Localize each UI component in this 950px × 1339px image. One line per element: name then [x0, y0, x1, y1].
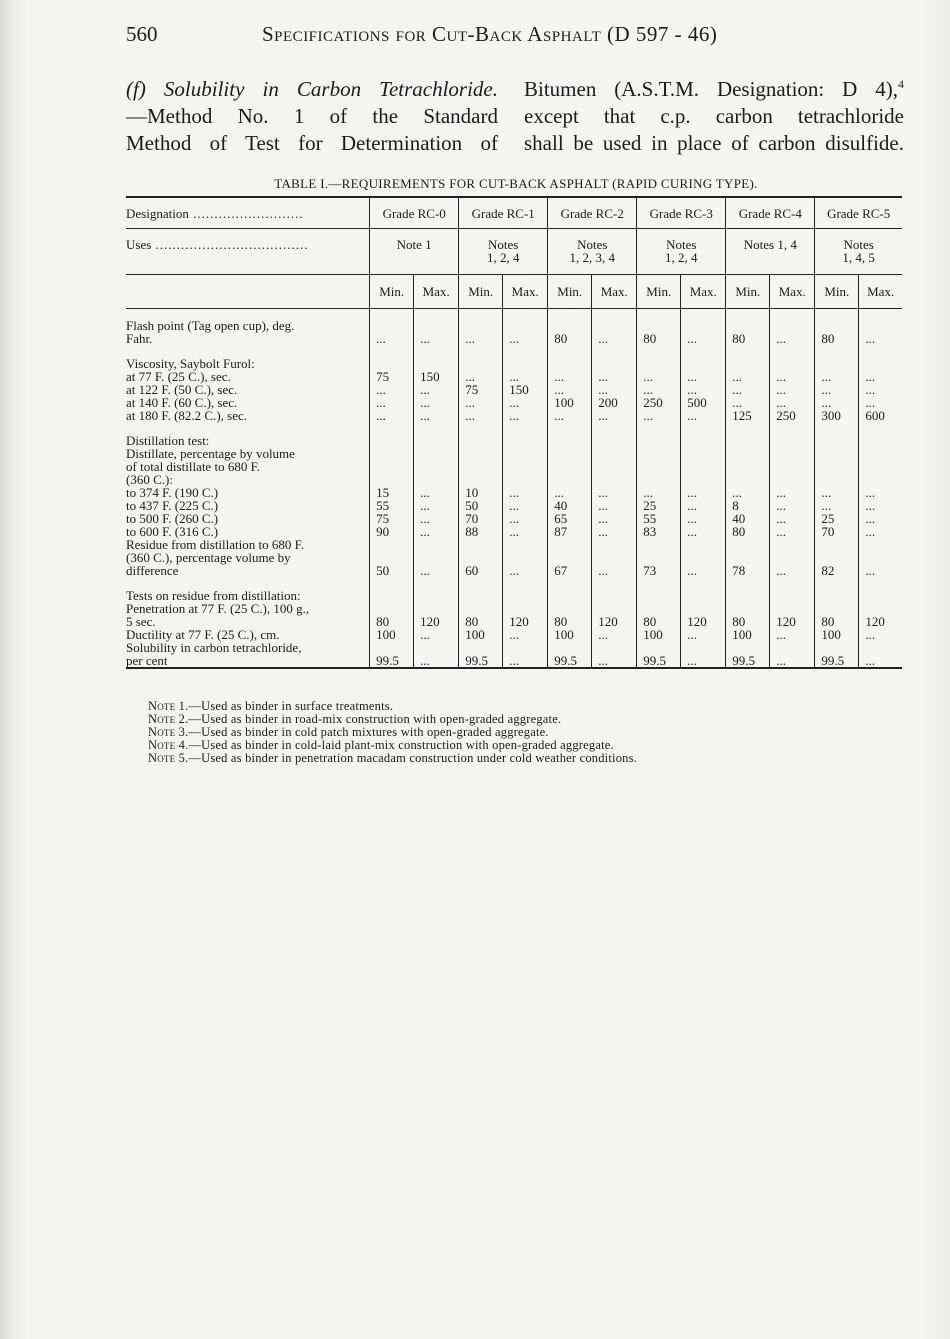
- running-title: Specifications for Cut-Back Asphalt (D 597 - 46): [262, 22, 718, 46]
- value-cell: ...: [592, 486, 637, 499]
- table-caption: TABLE I.—REQUIREMENTS FOR CUT-BACK ASPHALT (RAPID CURING TYPE).: [274, 176, 758, 191]
- blank-cell: [859, 345, 902, 370]
- blank-cell: [859, 577, 902, 602]
- blank-cell: [459, 422, 503, 486]
- value-cell: ...: [548, 383, 592, 396]
- blank-cell: [859, 422, 902, 486]
- value-cell: 600: [859, 409, 902, 422]
- value-cell: ...: [815, 370, 859, 383]
- value-cell: 150: [503, 383, 548, 396]
- value-cell: 90: [370, 525, 414, 538]
- value-cell: ...: [681, 383, 726, 396]
- value-cell: ...: [681, 499, 726, 512]
- blank-cell: [459, 345, 503, 370]
- blank-cell: [503, 345, 548, 370]
- table-notes: [148, 700, 637, 765]
- right-column: [524, 76, 904, 157]
- value-cell: 55: [637, 512, 681, 525]
- blank-cell: [592, 422, 637, 486]
- min-header: Min.: [637, 275, 681, 309]
- blank-cell: [815, 422, 859, 486]
- value-cell: 120: [414, 602, 459, 628]
- value-cell: ...: [592, 628, 637, 641]
- col1-line-1: (f) Solubility in Carbon Tetrachloride.: [126, 77, 498, 101]
- value-cell: ...: [859, 499, 902, 512]
- value-cell: 40: [548, 499, 592, 512]
- grade-header: Grade RC-1: [459, 197, 548, 229]
- value-cell: 40: [726, 512, 770, 525]
- value-cell: ...: [637, 486, 681, 499]
- value-cell: 100: [459, 628, 503, 641]
- value-cell: 99.5: [815, 641, 859, 668]
- value-cell: 70: [459, 512, 503, 525]
- value-cell: 15: [370, 486, 414, 499]
- value-cell: ...: [503, 409, 548, 422]
- value-cell: 80: [370, 602, 414, 628]
- blank-cell: [815, 345, 859, 370]
- blank-cell: [503, 577, 548, 602]
- value-cell: 120: [681, 602, 726, 628]
- value-cell: ...: [726, 396, 770, 409]
- blank-cell: [637, 345, 681, 370]
- value-cell: 120: [859, 602, 902, 628]
- note-key: Note 3.: [148, 725, 189, 739]
- blank-cell: [637, 577, 681, 602]
- value-cell: ...: [548, 370, 592, 383]
- value-cell: ...: [414, 396, 459, 409]
- value-cell: 88: [459, 525, 503, 538]
- row-label: Residue from distillation to 680 F. (360 C.), percentage volume by difference: [126, 537, 305, 578]
- value-cell: 25: [815, 512, 859, 525]
- note-text: —Used as binder in cold-laid plant-mix construction with open-graded aggregate.: [188, 738, 614, 752]
- value-cell: ...: [592, 409, 637, 422]
- value-cell: 100: [548, 396, 592, 409]
- value-cell: ...: [770, 396, 815, 409]
- row-label: at 77 F. (25 C.), sec.: [126, 369, 231, 384]
- value-cell: ...: [592, 499, 637, 512]
- value-cell: ...: [726, 486, 770, 499]
- value-cell: 99.5: [548, 641, 592, 668]
- value-cell: 500: [681, 396, 726, 409]
- value-cell: 120: [503, 602, 548, 628]
- value-cell: ...: [414, 309, 459, 346]
- value-cell: 250: [770, 409, 815, 422]
- min-header: Min.: [370, 275, 414, 309]
- value-cell: ...: [770, 641, 815, 668]
- value-cell: 80: [815, 602, 859, 628]
- blank-cell: [370, 345, 414, 370]
- row-label: Flash point (Tag open cup), deg. Fahr.: [126, 309, 370, 346]
- note-key: Note 4.: [148, 738, 189, 752]
- value-cell: 75: [370, 512, 414, 525]
- min-header: Min.: [726, 275, 770, 309]
- value-cell: 80: [548, 602, 592, 628]
- value-cell: ...: [859, 486, 902, 499]
- value-cell: ...: [859, 396, 902, 409]
- designation-label: [126, 197, 370, 229]
- note-key: Note 1.: [148, 699, 189, 713]
- row-label: Penetration at 77 F. (25 C.), 100 g., 5 sec.: [126, 601, 310, 629]
- uses-cell: Notes 1, 2, 3, 4: [548, 229, 637, 275]
- value-cell: ...: [681, 512, 726, 525]
- value-cell: ...: [414, 499, 459, 512]
- blank-cell: [637, 422, 681, 486]
- value-cell: ...: [592, 512, 637, 525]
- value-cell: 80: [548, 309, 592, 346]
- value-cell: ...: [859, 525, 902, 538]
- left-column: [126, 76, 498, 157]
- value-cell: ...: [548, 409, 592, 422]
- value-cell: 25: [637, 499, 681, 512]
- value-cell: 80: [726, 309, 770, 346]
- designation-row: [126, 197, 902, 229]
- value-cell: 8: [726, 499, 770, 512]
- value-cell: ...: [503, 525, 548, 538]
- value-cell: ...: [414, 525, 459, 538]
- table-row: [126, 538, 902, 577]
- value-cell: 80: [637, 602, 681, 628]
- value-cell: 120: [770, 602, 815, 628]
- row-label: to 374 F. (190 C.): [126, 485, 219, 500]
- uses-label: [126, 229, 370, 275]
- blank-cell: [548, 577, 592, 602]
- row-label: at 180 F. (82.2 C.), sec.: [126, 408, 247, 423]
- value-cell: 10: [459, 486, 503, 499]
- value-cell: ...: [681, 370, 726, 383]
- min-max-blank: [126, 275, 370, 309]
- blank-cell: [548, 345, 592, 370]
- max-header: Max.: [414, 275, 459, 309]
- value-cell: ...: [770, 309, 815, 346]
- value-cell: ...: [459, 396, 503, 409]
- grade-header: Grade RC-0: [370, 197, 459, 229]
- value-cell: 100: [637, 628, 681, 641]
- table-row: [126, 641, 902, 668]
- value-cell: 80: [459, 602, 503, 628]
- blank-cell: [815, 577, 859, 602]
- value-cell: 150: [414, 370, 459, 383]
- page-number: 560: [126, 22, 158, 46]
- value-cell: ...: [503, 396, 548, 409]
- max-header: Max.: [681, 275, 726, 309]
- value-cell: ...: [370, 409, 414, 422]
- blank-cell: [770, 345, 815, 370]
- section-heading-row: [126, 345, 902, 370]
- value-cell: ...: [370, 309, 414, 346]
- blank-cell: [770, 577, 815, 602]
- note-text: —Used as binder in cold patch mixtures with open-graded aggregate.: [188, 725, 549, 739]
- value-cell: 99.5: [726, 641, 770, 668]
- value-cell: 99.5: [370, 641, 414, 668]
- note-key: Note 2.: [148, 712, 189, 726]
- value-cell: ...: [770, 370, 815, 383]
- note-line: [148, 752, 637, 765]
- value-cell: ...: [637, 409, 681, 422]
- blank-cell: [681, 345, 726, 370]
- blank-cell: [548, 422, 592, 486]
- max-header: Max.: [859, 275, 902, 309]
- value-cell: ...: [637, 370, 681, 383]
- value-cell: ...: [859, 628, 902, 641]
- value-cell: 300: [815, 409, 859, 422]
- col1-line-2: —Method No. 1 of the Standard: [126, 104, 498, 128]
- row-label: to 600 F. (316 C.): [126, 524, 219, 539]
- value-cell: 78: [726, 538, 770, 577]
- value-cell: ...: [414, 486, 459, 499]
- value-cell: ...: [815, 383, 859, 396]
- value-cell: ...: [592, 525, 637, 538]
- min-header: Min.: [815, 275, 859, 309]
- row-label: Solubility in carbon tetrachloride, per cent: [126, 641, 370, 668]
- value-cell: ...: [414, 383, 459, 396]
- min-header: Min.: [459, 275, 503, 309]
- value-cell: 80: [726, 602, 770, 628]
- value-cell: ...: [770, 538, 815, 577]
- blank-cell: [370, 422, 414, 486]
- value-cell: ...: [592, 370, 637, 383]
- note-text: —Used as binder in road-mix construction with open-graded aggregate.: [188, 712, 562, 726]
- value-cell: 100: [815, 628, 859, 641]
- table-row: [126, 309, 902, 346]
- value-cell: ...: [770, 499, 815, 512]
- value-cell: 87: [548, 525, 592, 538]
- designation-label-text: Designation: [126, 206, 189, 221]
- value-cell: ...: [815, 486, 859, 499]
- value-cell: ...: [859, 538, 902, 577]
- uses-cell: Notes 1, 4: [726, 229, 815, 275]
- note-text: —Used as binder in penetration macadam construction under cold weather conditions.: [188, 751, 637, 765]
- blank-cell: [681, 577, 726, 602]
- value-cell: 100: [548, 628, 592, 641]
- value-cell: ...: [503, 538, 548, 577]
- footnote-ref: 4: [898, 77, 904, 91]
- grade-header: Grade RC-5: [815, 197, 902, 229]
- uses-cell: Notes 1, 2, 4: [459, 229, 548, 275]
- uses-label-text: Uses: [126, 237, 152, 252]
- value-cell: ...: [503, 512, 548, 525]
- value-cell: ...: [770, 383, 815, 396]
- max-header: Max.: [503, 275, 548, 309]
- value-cell: 50: [459, 499, 503, 512]
- value-cell: 80: [726, 525, 770, 538]
- value-cell: ...: [726, 383, 770, 396]
- value-cell: 250: [637, 396, 681, 409]
- value-cell: ...: [414, 538, 459, 577]
- value-cell: ...: [681, 486, 726, 499]
- note-key: Note 5.: [148, 751, 189, 765]
- value-cell: ...: [859, 641, 902, 668]
- blank-cell: [414, 345, 459, 370]
- value-cell: ...: [503, 370, 548, 383]
- blank-cell: [414, 422, 459, 486]
- value-cell: 65: [548, 512, 592, 525]
- value-cell: ...: [592, 309, 637, 346]
- value-cell: ...: [503, 309, 548, 346]
- value-cell: 70: [815, 525, 859, 538]
- grade-header: Grade RC-4: [726, 197, 815, 229]
- value-cell: ...: [726, 370, 770, 383]
- value-cell: ...: [770, 525, 815, 538]
- blank-cell: [459, 577, 503, 602]
- value-cell: ...: [770, 486, 815, 499]
- section-heading-row: [126, 422, 902, 486]
- table-row: [126, 602, 902, 628]
- value-cell: ...: [681, 525, 726, 538]
- value-cell: ...: [681, 628, 726, 641]
- value-cell: ...: [859, 309, 902, 346]
- value-cell: 200: [592, 396, 637, 409]
- value-cell: ...: [592, 641, 637, 668]
- value-cell: 100: [726, 628, 770, 641]
- value-cell: ...: [548, 486, 592, 499]
- row-label: Ductility at 77 F. (25 C.), cm.: [126, 627, 280, 642]
- value-cell: ...: [414, 512, 459, 525]
- uses-cell: Note 1: [370, 229, 459, 275]
- blank-cell: [726, 345, 770, 370]
- blank-cell: [726, 577, 770, 602]
- min-max-row: [126, 275, 902, 309]
- col2-line-2: except that c.p. carbon tetrachloride: [524, 104, 904, 128]
- value-cell: ...: [859, 383, 902, 396]
- value-cell: ...: [459, 370, 503, 383]
- value-cell: ...: [503, 628, 548, 641]
- value-cell: ...: [370, 396, 414, 409]
- value-cell: ...: [681, 409, 726, 422]
- value-cell: 80: [637, 309, 681, 346]
- value-cell: ...: [592, 538, 637, 577]
- value-cell: 120: [592, 602, 637, 628]
- leader-dots: ....................................: [151, 237, 309, 252]
- value-cell: ...: [370, 383, 414, 396]
- uses-row: [126, 229, 902, 275]
- max-header: Max.: [770, 275, 815, 309]
- value-cell: ...: [414, 628, 459, 641]
- value-cell: ...: [815, 499, 859, 512]
- value-cell: ...: [815, 396, 859, 409]
- value-cell: 83: [637, 525, 681, 538]
- min-header: Min.: [548, 275, 592, 309]
- value-cell: ...: [637, 383, 681, 396]
- grade-header: Grade RC-2: [548, 197, 637, 229]
- value-cell: 73: [637, 538, 681, 577]
- blank-cell: [681, 422, 726, 486]
- value-cell: ...: [459, 409, 503, 422]
- value-cell: 75: [370, 370, 414, 383]
- value-cell: 60: [459, 538, 503, 577]
- value-cell: ...: [681, 309, 726, 346]
- value-cell: 125: [726, 409, 770, 422]
- value-cell: ...: [503, 641, 548, 668]
- value-cell: ...: [503, 486, 548, 499]
- value-cell: ...: [681, 538, 726, 577]
- table-row: [126, 409, 902, 422]
- value-cell: 99.5: [459, 641, 503, 668]
- value-cell: 50: [370, 538, 414, 577]
- value-cell: 100: [370, 628, 414, 641]
- value-cell: ...: [503, 499, 548, 512]
- blank-cell: [726, 422, 770, 486]
- section-heading: Distillation test: Distillate, percentage by volume of total distillate to 680 F. (360 C.):: [126, 433, 295, 487]
- blank-cell: [503, 422, 548, 486]
- value-cell: 75: [459, 383, 503, 396]
- requirements-table: [126, 196, 902, 669]
- value-cell: 55: [370, 499, 414, 512]
- value-cell: ...: [414, 641, 459, 668]
- value-cell: 99.5: [637, 641, 681, 668]
- row-label: at 122 F. (50 C.), sec.: [126, 382, 238, 397]
- section-heading-row: [126, 577, 902, 602]
- value-cell: ...: [414, 409, 459, 422]
- max-header: Max.: [592, 275, 637, 309]
- col2-line-3: shall be used in place of carbon disulfide.: [524, 131, 904, 155]
- section-heading: Viscosity, Saybolt Furol:: [126, 356, 255, 371]
- uses-cell: Notes 1, 2, 4: [637, 229, 726, 275]
- value-cell: ...: [859, 370, 902, 383]
- value-cell: ...: [770, 512, 815, 525]
- blank-cell: [770, 422, 815, 486]
- blank-cell: [370, 577, 414, 602]
- row-label: to 500 F. (260 C.): [126, 511, 219, 526]
- value-cell: 67: [548, 538, 592, 577]
- value-cell: ...: [681, 641, 726, 668]
- value-cell: 80: [815, 309, 859, 346]
- row-label: to 437 F. (225 C.): [126, 498, 219, 513]
- row-label: at 140 F. (60 C.), sec.: [126, 395, 238, 410]
- blank-cell: [414, 577, 459, 602]
- value-cell: ...: [592, 383, 637, 396]
- section-heading: Tests on residue from distillation:: [126, 588, 301, 603]
- uses-cell: Notes 1, 4, 5: [815, 229, 902, 275]
- col1-line-3: Method of Test for Determination of: [126, 131, 498, 155]
- grade-header: Grade RC-3: [637, 197, 726, 229]
- note-text: —Used as binder in surface treatments.: [188, 699, 394, 713]
- blank-cell: [592, 345, 637, 370]
- blank-cell: [592, 577, 637, 602]
- value-cell: 82: [815, 538, 859, 577]
- leader-dots: ..........................: [188, 206, 304, 221]
- col2-line-1: Bitumen (A.S.T.M. Designation: D 4),$^4$: [524, 77, 904, 101]
- value-cell: ...: [770, 628, 815, 641]
- value-cell: ...: [459, 309, 503, 346]
- value-cell: ...: [859, 512, 902, 525]
